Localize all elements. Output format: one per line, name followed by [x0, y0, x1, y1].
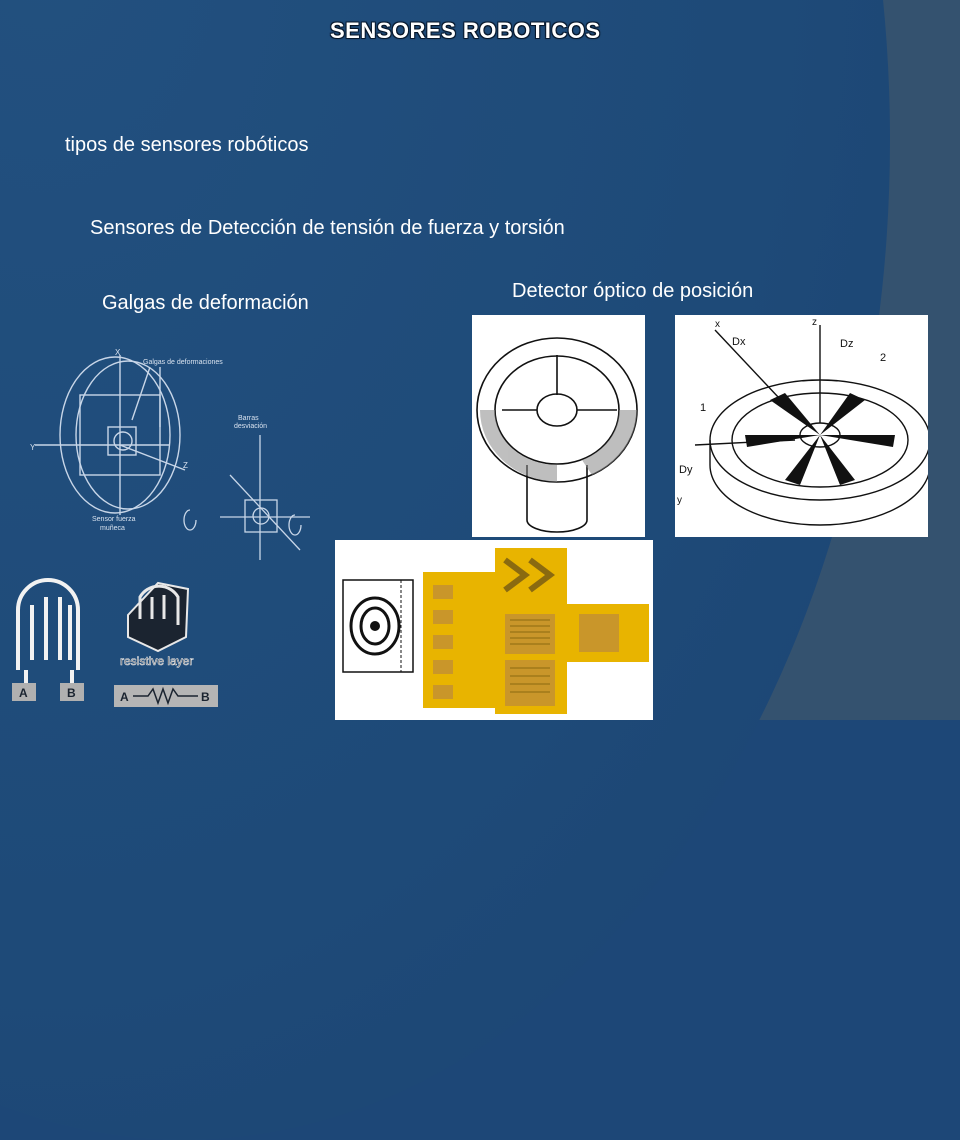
optical-detector-cutaway-drawing: [472, 315, 645, 537]
dx-label: Dx: [732, 336, 746, 348]
resistive-sensor-figure: [8, 575, 223, 715]
optical-detector-cutaway-panel: [472, 315, 645, 537]
y-axis-label: y: [677, 495, 682, 506]
optical-ring-panel: [675, 315, 928, 537]
axis-y-label: Y: [30, 443, 36, 452]
axis-z-label: Z: [183, 461, 188, 470]
x-axis-label: x: [715, 319, 720, 330]
strain-gauges-photo-panel: [335, 540, 653, 720]
optical-ring-drawing: [675, 315, 928, 537]
terminal-a2-label: A: [120, 690, 129, 704]
terminal-b2-label: B: [201, 690, 210, 704]
wrist-force-sensor-figure: [20, 335, 340, 575]
z-axis-label: z: [812, 317, 817, 328]
dy-label: Dy: [679, 464, 693, 476]
bars-label-2: desviación: [234, 423, 268, 430]
callout-1-label: 1: [700, 402, 707, 414]
terminal-b-label: B: [67, 686, 76, 700]
label-strain-gauges: Galgas de deformación: [102, 292, 309, 314]
subtitle: tipos de sensores robóticos: [65, 134, 309, 156]
axis-x-label: X: [115, 348, 121, 357]
category-heading: Sensores de Detección de tensión de fuerza y torsión: [90, 217, 565, 239]
callout-2-label: 2: [880, 352, 887, 364]
bars-label-1: Barras: [238, 415, 259, 422]
slide-title: SENSORES ROBOTICOS: [330, 18, 601, 43]
terminal-a-label: A: [19, 686, 28, 700]
wrist-sensor-bottom-label-2: muñeca: [100, 525, 125, 532]
wrist-sensor-bottom-label-1: Sensor fuerza: [92, 516, 136, 523]
resistive-layer-label: resistive layer: [120, 654, 194, 668]
label-optical-detector: Detector óptico de posición: [512, 280, 754, 302]
dz-label: Dz: [840, 338, 854, 350]
strain-gauges-drawing: [335, 540, 653, 720]
wrist-sensor-top-label: Galgas de deformaciones: [143, 359, 223, 366]
